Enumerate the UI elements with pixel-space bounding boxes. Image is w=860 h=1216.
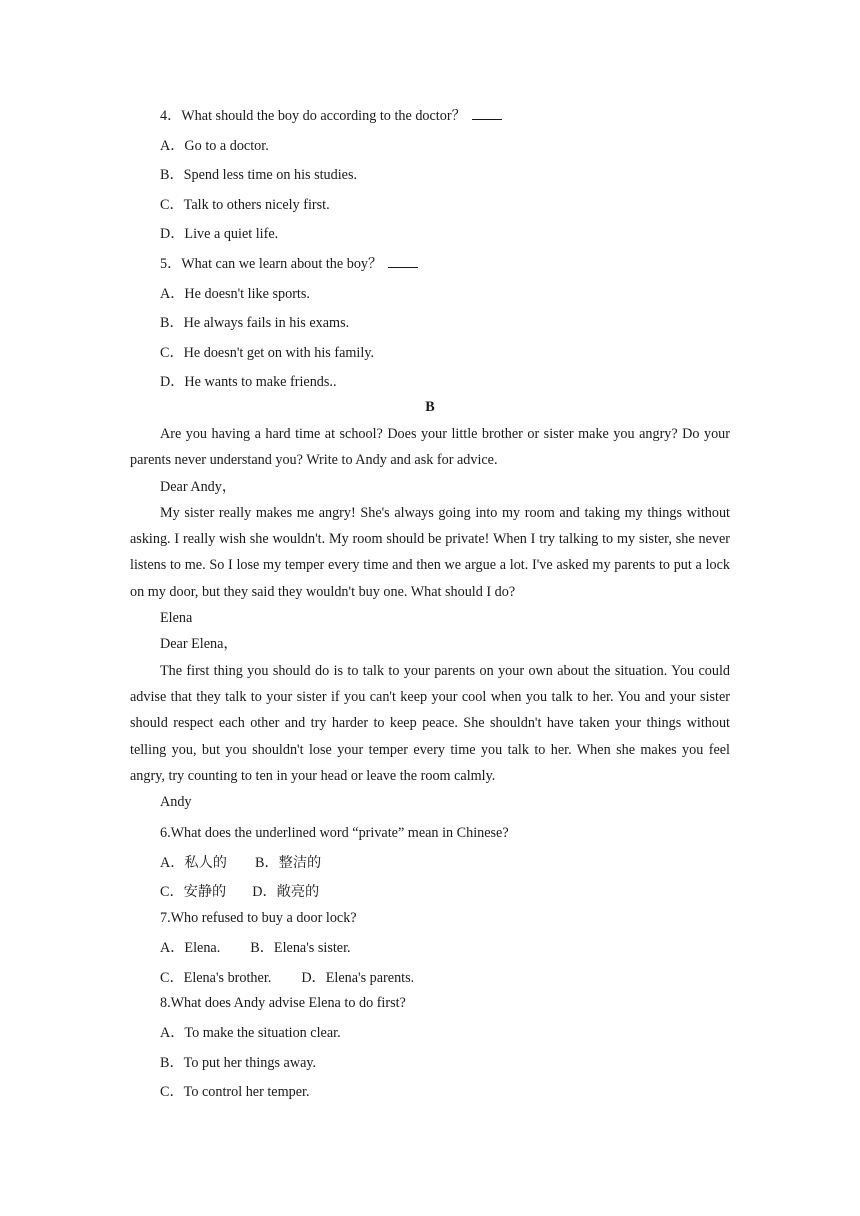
question-5-text: 5．What can we learn about the boy？ xyxy=(160,256,383,272)
answer-blank[interactable] xyxy=(472,109,502,120)
letter1-greeting: Dear Andy， xyxy=(160,478,237,495)
q6-options-row-2 xyxy=(160,881,319,901)
reading-passage xyxy=(130,421,730,815)
q5-option-d: D．He wants to make friends.. xyxy=(160,374,337,390)
section-heading-b: B xyxy=(425,399,435,415)
intro-paragraph: Are you having a hard time at school? Does your little brother or sister make you angry? Do your parents never understand you? Write to Andy and ask for advice. xyxy=(130,426,730,469)
q8-option-a: A．To make the situation clear. xyxy=(160,1025,341,1041)
letter1-body: My sister really makes me angry! She's always going into my room and taking my things without asking. I really wish she wouldn't. My room should be private! When I try talking to my sister, she never listens to me. So I lose my temper every time and then we argue a lot. I've asked my parents to put a lock on my door, but they said they wouldn't buy one. What should I do? xyxy=(130,504,730,600)
q8-option-c: C．To control her temper. xyxy=(160,1084,310,1100)
letter2-signature: Andy xyxy=(160,794,192,811)
q6-option-b: B．整洁的 xyxy=(255,855,322,871)
question-4 xyxy=(160,105,502,125)
q7-options-row-2 xyxy=(160,967,414,987)
letter2-body: The first thing you should do is to talk to your parents on your own about the situation. You could advise that they talk to your sister if you can't keep your cool when you talk to her. You and your sister should respect each other and try harder to keep peace. She shouldn't have taken your things without telling you, but you shouldn't lose your temper every time you talk to her. When she makes you feel angry, try counting to ten in your head or leave the room calmly. xyxy=(130,662,730,784)
q5-option-c: C．He doesn't get on with his family. xyxy=(160,345,375,361)
q4-option-d: D．Live a quiet life. xyxy=(160,226,279,242)
q7-option-b: B．Elena's sister. xyxy=(250,940,351,956)
letter2-greeting: Dear Elena， xyxy=(160,636,238,653)
q6-options-row-1 xyxy=(160,852,321,872)
q6-option-c: C．安静的 xyxy=(160,884,227,900)
letter1-signature: Elena xyxy=(160,610,193,627)
q7-option-c: C．Elena's brother. xyxy=(160,970,272,986)
question-7: 7.Who refused to buy a door lock? xyxy=(160,910,357,926)
question-8: 8.What does Andy advise Elena to do first? xyxy=(160,995,406,1011)
q4-option-c: C．Talk to others nicely first. xyxy=(160,197,330,213)
q4-option-a: A．Go to a doctor. xyxy=(160,138,269,154)
q5-option-a: A．He doesn't like sports. xyxy=(160,286,310,302)
answer-blank[interactable] xyxy=(388,257,418,268)
question-6: 6.What does the underlined word “private” mean in Chinese? xyxy=(160,825,509,841)
question-4-text: 4．What should the boy do according to the doctor？ xyxy=(160,108,466,124)
q8-option-b: B．To put her things away. xyxy=(160,1055,317,1071)
q6-option-d: D．敞亮的 xyxy=(252,884,320,900)
q5-option-b: B．He always fails in his exams. xyxy=(160,315,350,331)
q7-option-d: D．Elena's parents. xyxy=(301,970,415,986)
q4-option-b: B．Spend less time on his studies. xyxy=(160,167,358,183)
q7-options-row-1 xyxy=(160,937,351,957)
question-5 xyxy=(160,253,418,273)
q6-option-a: A．私人的 xyxy=(160,855,227,871)
q7-option-a: A．Elena. xyxy=(160,940,221,956)
